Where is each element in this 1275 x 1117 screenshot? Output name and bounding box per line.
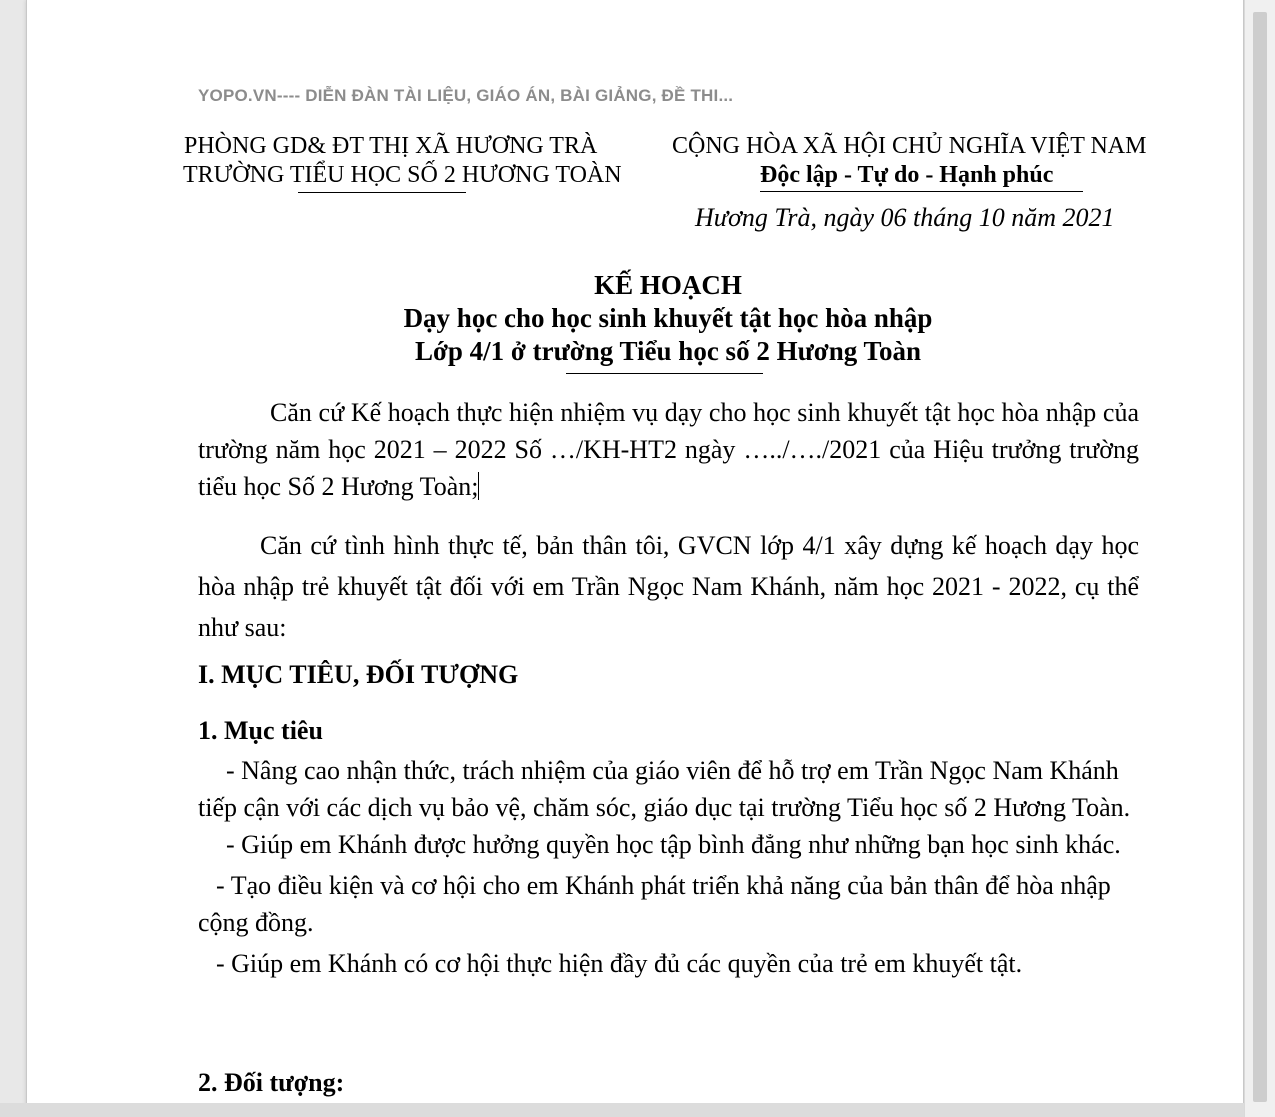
plan-title: KẾ HOẠCH xyxy=(594,270,742,300)
goal-item[interactable]: - Nâng cao nhận thức, trách nhiệm của giáo viên để hỗ trợ em Trần Ngọc Nam Khánh tiếp cận với các dịch vụ bảo vệ, chăm sóc, giáo dục tại trường Tiểu học số 2 Hương Toàn. xyxy=(198,756,1131,822)
motto-underline xyxy=(760,191,1083,192)
page-bottom-edge xyxy=(0,1103,1244,1117)
national-motto: Độc lập - Tự do - Hạnh phúc xyxy=(760,162,1054,188)
watermark-text: YOPO.VN---- DIỄN ĐÀN TÀI LIỆU, GIÁO ÁN, BÀI GIẢNG, ĐỀ THI... xyxy=(198,86,734,105)
subsection-heading-goals: 1. Mục tiêu xyxy=(198,716,323,745)
vertical-scrollbar[interactable] xyxy=(1244,0,1275,1117)
subsection-heading-target: 2. Đối tượng: xyxy=(198,1068,345,1097)
goal-item[interactable]: - Giúp em Khánh có cơ hội thực hiện đầy đủ các quyền của trẻ em khuyết tật. xyxy=(216,949,1023,978)
paragraph-basis-1-text: Căn cứ Kế hoạch thực hiện nhiệm vụ dạy cho học sinh khuyết tật học hòa nhập của trường năm học 2021 – 2022 Số …/KH-HT2 ngày …../…./2021 của Hiệu trưởng trường tiểu học Số 2 Hương Toàn; xyxy=(198,398,1139,501)
school-name: TRƯỜNG TIỂU HỌC SỐ 2 HƯƠNG TOÀN xyxy=(183,162,622,188)
department-name: PHÒNG GD& ĐT THỊ XÃ HƯƠNG TRÀ xyxy=(184,133,598,159)
text-cursor xyxy=(478,472,479,500)
document-date: Hương Trà, ngày 06 tháng 10 năm 2021 xyxy=(695,203,1115,232)
plan-subtitle: Dạy học cho học sinh khuyết tật học hòa nhập xyxy=(403,303,933,333)
goal-item[interactable]: - Giúp em Khánh được hưởng quyền học tập bình đẳng như những bạn học sinh khác. xyxy=(226,830,1121,859)
goal-item[interactable]: - Tạo điều kiện và cơ hội cho em Khánh phát triển khả năng của bản thân để hòa nhập cộng đồng. xyxy=(198,871,1111,937)
paragraph-basis-2[interactable]: Căn cứ tình hình thực tế, bản thân tôi, GVCN lớp 4/1 xây dựng kế hoạch dạy học hòa nhập trẻ khuyết tật đối với em Trần Ngọc Nam Khánh, năm học 2021 - 2022, cụ thể như sau: xyxy=(198,531,1139,642)
paragraph-basis-1[interactable] xyxy=(198,394,1139,505)
school-name-underline xyxy=(298,192,466,193)
goals-list xyxy=(198,752,1148,982)
country-name: CỘNG HÒA XÃ HỘI CHỦ NGHĨA VIỆT NAM xyxy=(672,133,1147,159)
title-underline xyxy=(566,373,763,374)
section-heading-objectives: I. MỤC TIÊU, ĐỐI TƯỢNG xyxy=(198,660,519,689)
scroll-thumb[interactable] xyxy=(1253,12,1267,1102)
plan-class-line: Lớp 4/1 ở trường Tiểu học số 2 Hương Toàn xyxy=(414,336,922,366)
